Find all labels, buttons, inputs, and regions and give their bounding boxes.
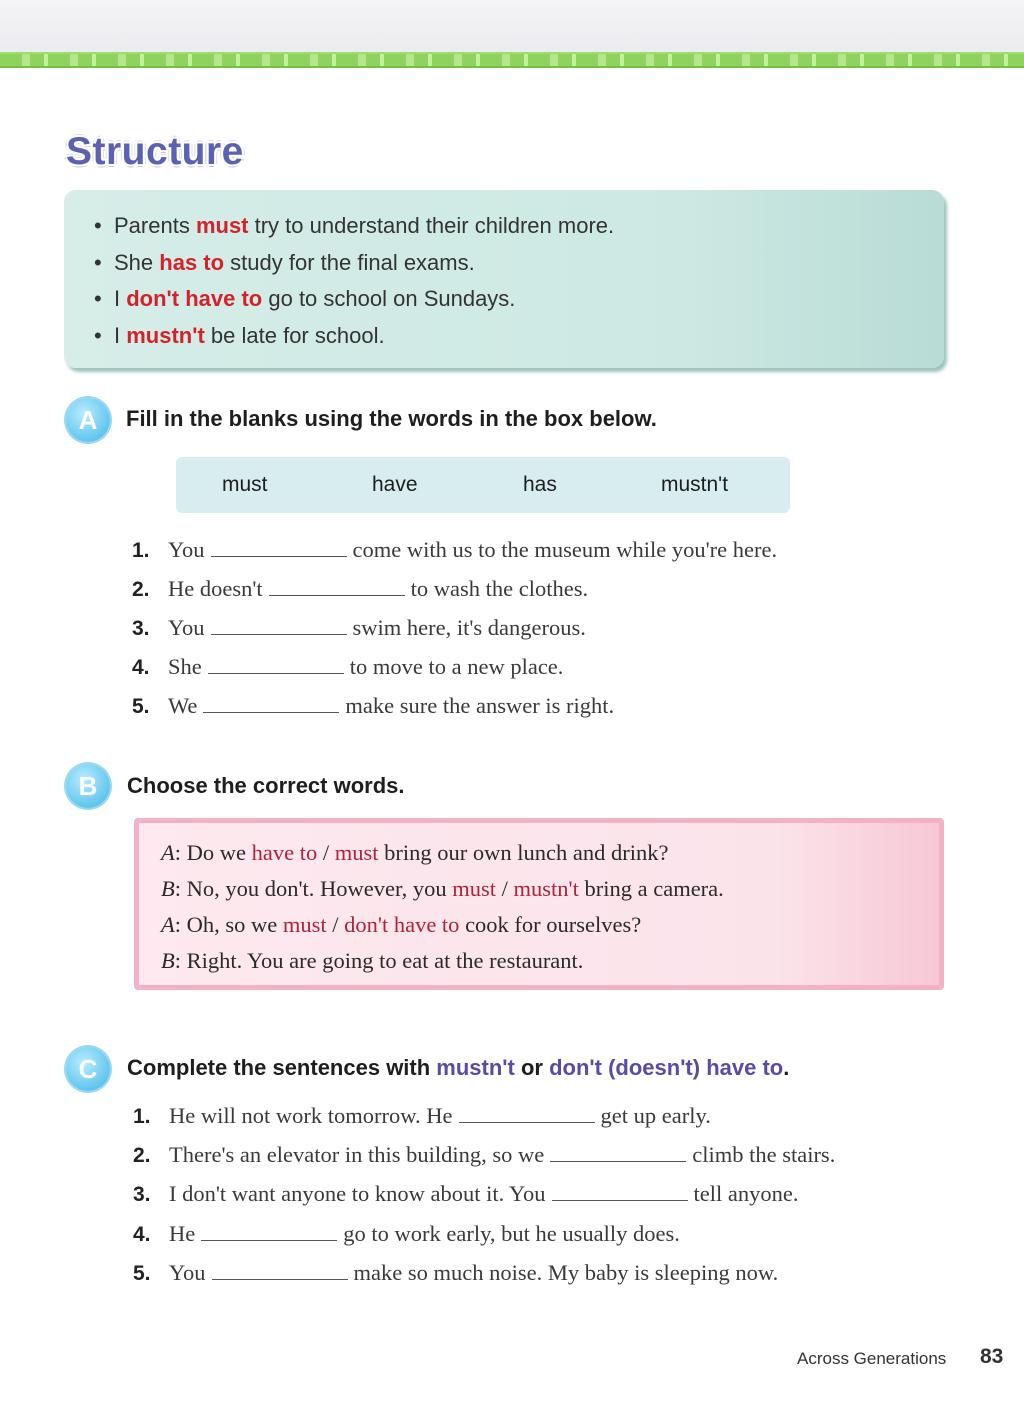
structure-box: [64, 190, 944, 368]
word-box: [176, 457, 790, 513]
section-c-badge: C: [66, 1047, 110, 1091]
choice-option[interactable]: don't have to: [344, 912, 460, 937]
structure-item: • I don't have to go to school on Sundays.: [94, 281, 944, 318]
choice-option[interactable]: must: [452, 876, 497, 901]
exercise-item: 5. You make so much noise. My baby is sleeping now.: [133, 1260, 779, 1285]
word-option: have: [372, 473, 418, 496]
exercise-item: 3. I don't want anyone to know about it. You tell anyone.: [133, 1181, 799, 1206]
decorative-green-line: [0, 52, 1024, 68]
section-b-badge: B: [66, 764, 110, 808]
structure-title: Structure: [66, 130, 244, 173]
footer-chapter-title: Across Generations: [797, 1349, 947, 1368]
answer-blank[interactable]: [552, 1199, 688, 1201]
page-number: 83: [980, 1345, 1004, 1368]
choice-option[interactable]: must: [282, 912, 327, 937]
exercise-item: 2. He doesn't to wash the clothes.: [132, 576, 589, 601]
dialogue-line: B: No, you don't. However, you must / mustn't bring a camera.: [161, 876, 724, 901]
exercise-item: 4. She to move to a new place.: [132, 654, 564, 679]
structure-list: [64, 190, 944, 354]
dialogue-line: A: Do we have to / must bring our own lunch and drink?: [161, 840, 669, 865]
dialogue-line: B: Right. You are going to eat at the restaurant.: [161, 948, 584, 973]
exercise-item: 1. You come with us to the museum while you're here.: [132, 537, 778, 562]
structure-item: • Parents must try to understand their children more.: [94, 208, 944, 245]
dialogue-box: [134, 818, 944, 990]
answer-blank[interactable]: [201, 1239, 337, 1241]
word-option: has: [523, 473, 557, 496]
answer-blank[interactable]: [208, 672, 344, 674]
answer-blank[interactable]: [203, 711, 339, 713]
answer-blank[interactable]: [211, 555, 347, 557]
answer-blank[interactable]: [212, 1278, 348, 1280]
choice-option[interactable]: must: [334, 840, 379, 865]
answer-blank[interactable]: [211, 633, 347, 635]
structure-item: • I mustn't be late for school.: [94, 318, 944, 355]
dialogue-line: A: Oh, so we must / don't have to cook for ourselves?: [161, 912, 642, 937]
section-a-title: Fill in the blanks using the words in the box below.: [126, 406, 657, 431]
exercise-item: 1. He will not work tomorrow. He get up early.: [133, 1103, 711, 1128]
word-option: mustn't: [661, 473, 729, 496]
choice-option[interactable]: mustn't: [513, 876, 579, 901]
section-a-badge: A: [66, 398, 110, 442]
exercise-item: 3. You swim here, it's dangerous.: [132, 615, 586, 640]
exercise-item: 5. We make sure the answer is right.: [132, 693, 615, 718]
choice-option[interactable]: have to: [251, 840, 318, 865]
answer-blank[interactable]: [459, 1121, 595, 1123]
answer-blank[interactable]: [269, 594, 405, 596]
exercise-item: 4. He go to work early, but he usually does.: [133, 1221, 680, 1246]
answer-blank[interactable]: [550, 1160, 686, 1162]
word-option: must: [222, 473, 268, 496]
section-c-title: Complete the sentences with mustn't or don't (doesn't) have to.: [127, 1055, 790, 1080]
structure-item: • She has to study for the final exams.: [94, 245, 944, 282]
section-b-title: Choose the correct words.: [127, 773, 405, 798]
exercise-item: 2. There's an elevator in this building, so we climb the stairs.: [133, 1142, 836, 1167]
top-band: [0, 0, 1024, 52]
